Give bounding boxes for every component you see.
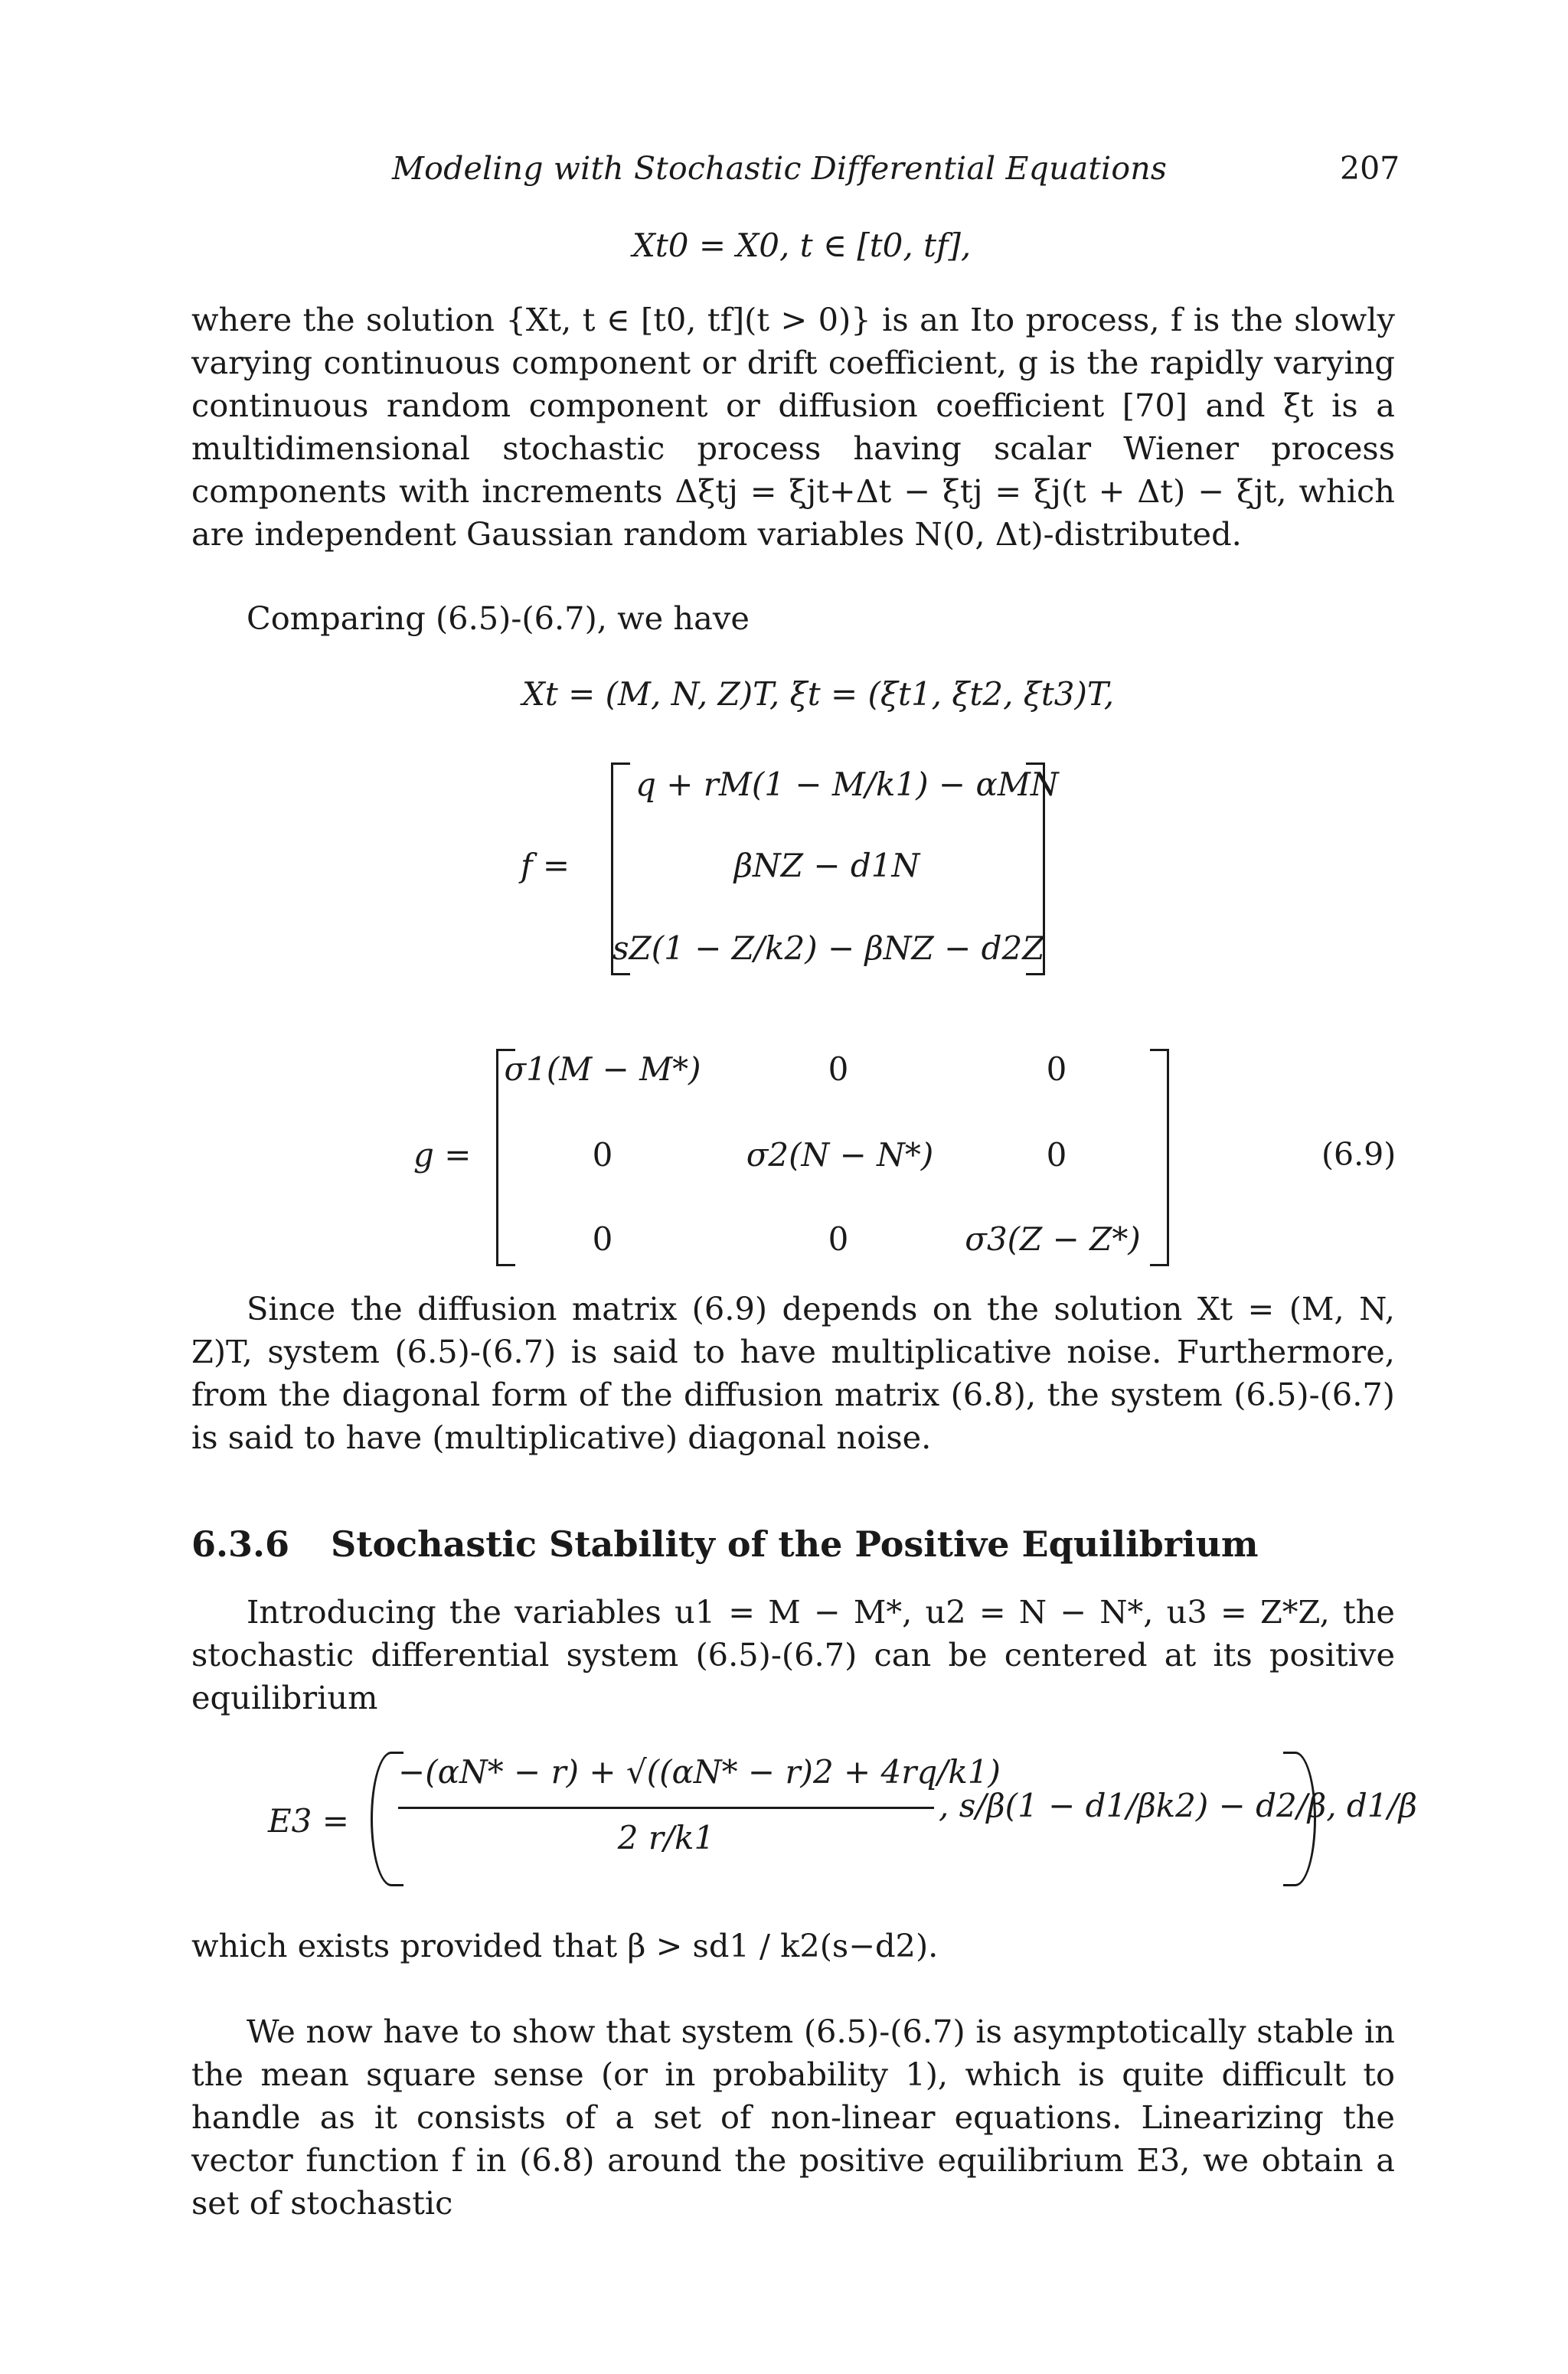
g-cell-2-3: 0 <box>1046 1136 1067 1174</box>
f-row-1: q + rM(1 − M/k1) − αMN <box>635 766 1059 803</box>
equation-f-lhs: f = <box>521 847 570 884</box>
g-cell-3-1: 0 <box>592 1220 613 1258</box>
equation-state-vector: Xt = (M, N, Z)T, ξt = (ξt1, ξt2, ξt3)T, <box>522 675 1115 713</box>
equation-number-6-9: (6.9) <box>1321 1136 1396 1173</box>
running-head: Modeling with Stochastic Differential Equations <box>392 150 1168 187</box>
page-number: 207 <box>1340 150 1400 187</box>
equation-e3-lhs: E3 = <box>268 1802 349 1840</box>
paragraph-comparing: Comparing (6.5)-(6.7), we have <box>247 599 750 637</box>
equation-initial-condition <box>632 227 971 264</box>
e3-denominator: 2 r/k1 <box>617 1819 715 1856</box>
g-right-bracket <box>1150 1049 1169 1266</box>
paragraph-diffusion-matrix: Since the diffusion matrix (6.9) depends on the solution Xt = (M, N, Z)T, system (6.5)-(6.7) is said to have multiplicative noise. Furthermore, from the diagonal form of the diffusion matrix (6.8), the system (6.5)-(6.7) is said to have (multiplicative) diagonal noise. <box>191 1290 1395 1456</box>
g-cell-3-2: 0 <box>828 1220 849 1258</box>
paragraph-introducing-variables: Introducing the variables u1 = M − M*, u2 = N − N*, u3 = Z*Z, the stochastic differential system (6.5)-(6.7) can be centered at its positive equilibrium <box>191 1593 1395 1716</box>
e3-remaining-components: , s/β(1 − d1/βk2) − d2/β, d1/β <box>939 1787 1417 1824</box>
e3-numerator: −(αN* − r) + √((αN* − r)2 + 4rq/k1) <box>398 1753 1001 1791</box>
f-row-3: sZ(1 − Z/k2) − βNZ − d2Z <box>612 929 1045 967</box>
equation-initial-condition-text: Xt0 = X0, t ∈ [t0, tf], <box>632 227 972 264</box>
g-cell-1-3: 0 <box>1046 1050 1067 1088</box>
g-cell-1-1: σ1(M − M*) <box>504 1050 701 1088</box>
f-row-2: βNZ − d1N <box>733 847 920 884</box>
equation-g-lhs: g = <box>413 1136 472 1174</box>
g-cell-2-2: σ2(N − N*) <box>746 1136 934 1174</box>
section-number: 6.3.6 <box>191 1523 290 1565</box>
g-cell-2-1: 0 <box>592 1136 613 1174</box>
paragraph-ito-process: where the solution {Xt, t ∈ [t0, tf](t > 0)} is an Ito process, f is the slowly varying continuous component or drift coefficient, g is the rapidly varying continuous random component or diffusion coefficient [70] and ξt is a multidimensional stochastic process having scalar Wiener process components with increments Δξtj = ξjt+Δt − ξtj = ξj(t + Δt) − ξjt, which are independent Gaussian random variables N(0, Δt)-distributed. <box>191 301 1395 553</box>
e3-fraction-bar <box>398 1807 934 1809</box>
section-heading <box>191 1523 1259 1565</box>
g-cell-3-3: σ3(Z − Z*) <box>965 1220 1141 1258</box>
paragraph-existence-condition: which exists provided that β > sd1 / k2(s−d2). <box>191 1927 939 1964</box>
section-title: Stochastic Stability of the Positive Equilibrium <box>331 1523 1259 1565</box>
g-cell-1-2: 0 <box>828 1050 849 1088</box>
paragraph-asymptotic-stability: We now have to show that system (6.5)-(6.7) is asymptotically stable in the mean square sense (or in probability 1), which is quite difficult to handle as it consists of a set of non-linear equations. Linearizing the vector function f in (6.8) around the positive equilibrium E3, we obtain a set of stochastic <box>191 2013 1395 2222</box>
